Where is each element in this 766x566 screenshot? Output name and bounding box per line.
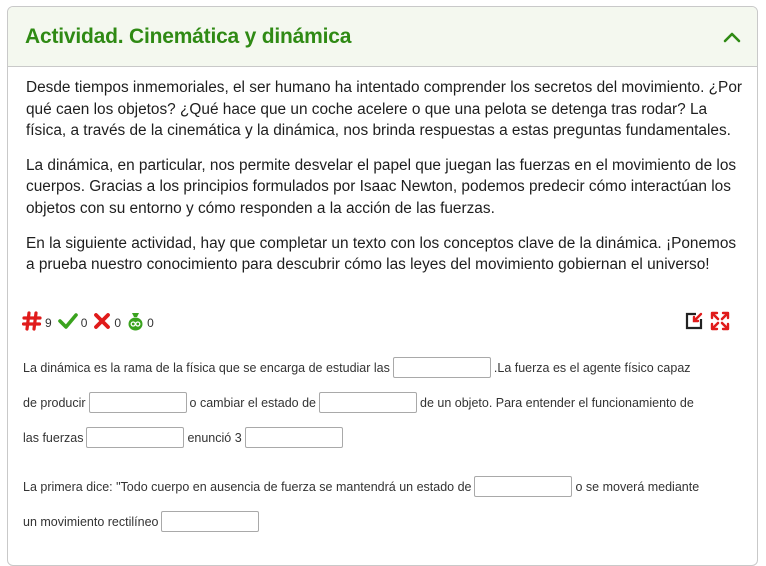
exercise-line	[23, 469, 733, 504]
exercise-text: o se moverá mediante	[575, 479, 700, 494]
intro-paragraph-3: En la siguiente actividad, hay que completar un texto con los conceptos clave de la dinámica. ¡Ponemos a prueba nuestro conocimiento para descubrir cómo las leyes del movimiento gobiernan el universo!	[26, 234, 737, 274]
hash-icon	[22, 311, 42, 336]
exercise-toolbar	[22, 312, 730, 334]
blank-input-3[interactable]	[319, 392, 417, 413]
fill-in-exercise	[23, 350, 733, 539]
exercise-text: de producir	[23, 395, 86, 410]
intro-paragraph-1: Desde tiempos inmemoriales, el ser humano ha intentado comprender los secretos del movimiento. ¿Por qué caen los objetos? ¿Qué hace que un coche acelere o que una pelota se detenga tras rodar? La física, a través de la cinemática y la dinámica, nos brinda respuestas a estas preguntas fundamentales.	[26, 79, 743, 140]
exercise-text: .La fuerza es el agente físico capaz	[493, 360, 691, 375]
blank-input-1[interactable]	[393, 357, 491, 378]
score-stats	[22, 311, 157, 336]
exercise-text: de un objeto. Para entender el funcionamiento de	[420, 395, 694, 410]
exercise-text: enunció 3	[187, 430, 242, 445]
intro-paragraph-2: La dinámica, en particular, nos permite desvelar el papel que juegan las fuerzas en el movimiento de los cuerpos. Gracias a los principios formulados por Isaac Newton, podemos predecir cómo interactúan los objetos con su entorno y cómo responden a la acción de las fuerzas.	[26, 156, 737, 217]
blank-input-6[interactable]	[474, 476, 572, 497]
exercise-text: un movimiento rectilíneo	[23, 514, 159, 529]
blank-input-5[interactable]	[245, 427, 343, 448]
exercise-line	[23, 420, 733, 455]
card-header[interactable]	[8, 7, 757, 67]
fullscreen-icon[interactable]	[710, 311, 730, 336]
toolbar-actions	[684, 311, 730, 336]
exercise-line	[23, 504, 733, 539]
activity-title: Actividad. Cinemática y dinámica	[25, 24, 352, 48]
check-icon	[58, 312, 78, 335]
exercise-text: las fuerzas	[23, 430, 84, 445]
wrong-count: 0	[114, 316, 122, 330]
exercise-text: La dinámica es la rama de la física que se encarga de estudiar las	[23, 360, 390, 375]
check-answers-icon[interactable]	[684, 311, 704, 336]
blank-input-4[interactable]	[86, 427, 184, 448]
chevron-up-icon[interactable]	[721, 26, 743, 48]
intro-text	[8, 67, 757, 276]
blank-input-7[interactable]	[161, 511, 259, 532]
exercise-line	[23, 350, 733, 385]
total-count: 9	[45, 316, 52, 330]
cross-icon	[93, 312, 111, 335]
correct-count: 0	[80, 316, 88, 330]
exercise-text: o cambiar el estado de	[189, 395, 317, 410]
blank-input-2[interactable]	[89, 392, 187, 413]
exercise-text: La primera dice: "Todo cuerpo en ausencia de fuerza se mantendrá un estado de	[23, 479, 472, 494]
money-bag-icon	[127, 311, 144, 336]
exercise-line	[23, 385, 733, 420]
score-count: 0	[147, 316, 154, 330]
